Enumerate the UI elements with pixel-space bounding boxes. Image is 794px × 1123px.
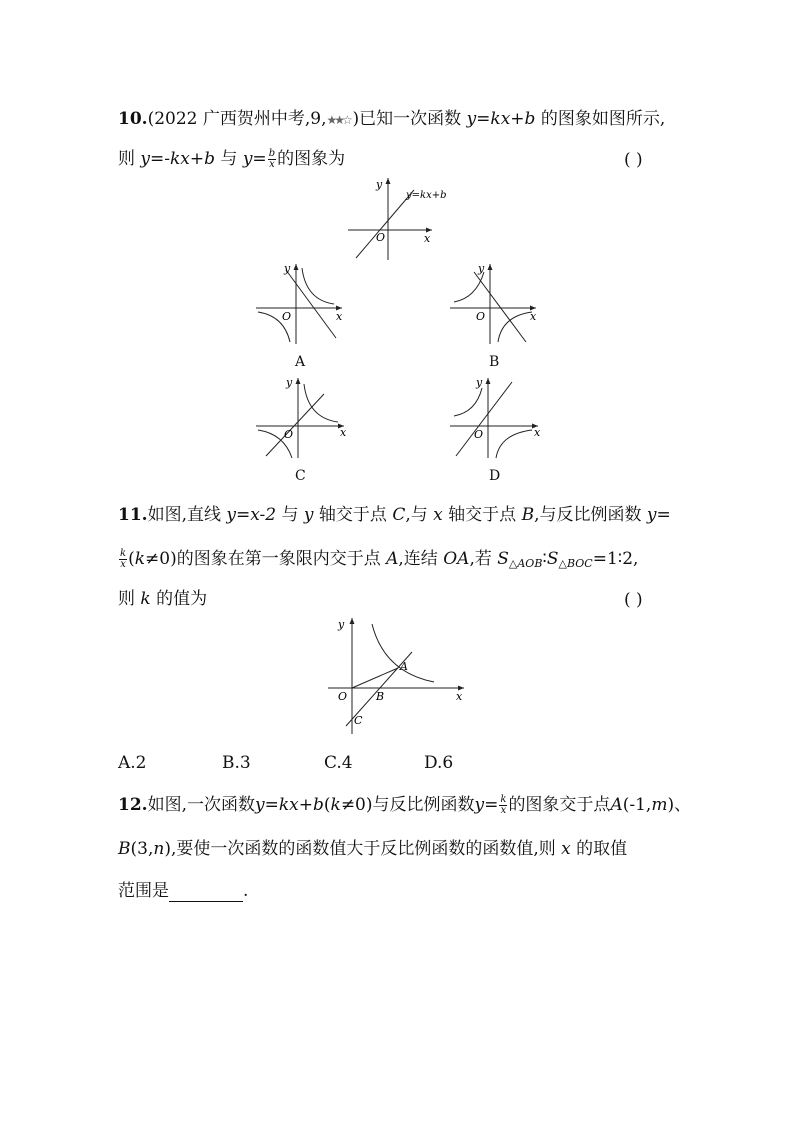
q11-line2 xyxy=(118,548,638,575)
q10-text: 的图象为 xyxy=(277,149,346,169)
q10-text: )已知一次函数 xyxy=(352,109,467,129)
q11-text: OA xyxy=(443,549,470,569)
point-a-label: A xyxy=(400,660,408,673)
q11-equation: y=x-2 xyxy=(226,505,277,525)
q12-text: 如图,一次函数 xyxy=(147,795,255,815)
q11-text: 轴交于点 xyxy=(313,505,393,525)
fraction-denominator: x xyxy=(120,559,126,570)
q11-text: S xyxy=(546,549,559,569)
q11-number: 11. xyxy=(118,505,148,525)
option-b-label[interactable]: B xyxy=(489,354,500,370)
q11-text: 的值为 xyxy=(150,589,208,609)
choice-a[interactable]: A.2 xyxy=(118,753,147,773)
q10-main-graph xyxy=(340,172,460,262)
q12-text: m xyxy=(651,795,668,815)
q12-line3 xyxy=(118,880,248,902)
fraction-denominator: x xyxy=(500,805,507,816)
fraction xyxy=(499,795,507,816)
q11-text: ∶ xyxy=(542,549,547,569)
q11-graph xyxy=(322,612,472,738)
difficulty-stars-icon: ★★☆ xyxy=(326,113,350,127)
fraction-numerator: k xyxy=(500,794,507,805)
q11-text: ,与 xyxy=(405,505,434,525)
fraction-numerator: k xyxy=(120,548,127,559)
origin-label: O xyxy=(338,690,348,703)
q11-text: ≠0)的图象在第一象限内交于点 xyxy=(145,549,387,569)
q11-text: y xyxy=(303,505,314,525)
point-b-label: B xyxy=(376,690,385,703)
q12-text: ( xyxy=(323,795,331,815)
q11-line1 xyxy=(118,504,671,526)
option-c-label[interactable]: C xyxy=(295,468,306,484)
q11-text: 如图,直线 xyxy=(147,505,227,525)
q11-subscript: △AOB xyxy=(508,557,543,570)
q11-text: ,若 xyxy=(469,549,498,569)
q10-equation-2: y=-kx+b xyxy=(140,149,216,169)
q10-line1 xyxy=(118,108,665,131)
q10-equation: y=kx+b xyxy=(466,109,536,129)
origin-label: O xyxy=(476,310,486,323)
axis-y-label: y xyxy=(338,618,345,631)
axis-y-label: y xyxy=(478,262,485,275)
origin-label: O xyxy=(474,428,484,441)
origin-label: O xyxy=(376,231,386,244)
q11-subscript: △BOC xyxy=(558,557,593,570)
q11-text: C xyxy=(392,505,406,525)
q11-text: ,连结 xyxy=(398,549,444,569)
q12-text: n xyxy=(153,839,165,859)
q12-number: 12. xyxy=(118,795,148,815)
q12-text: k xyxy=(330,795,341,815)
q11-text: =1∶2, xyxy=(592,549,639,569)
q10-source: (2022 广西贺州中考,9, xyxy=(147,109,327,129)
q12-text: y= xyxy=(474,795,499,815)
q12-text: (-1, xyxy=(622,795,652,815)
q10-text: 则 xyxy=(118,149,141,169)
q11-text: S xyxy=(497,549,509,569)
q10-answer-bracket[interactable]: ( ) xyxy=(624,150,643,170)
choice-c[interactable]: C.4 xyxy=(324,753,353,773)
q11-text: ,与反比例函数 xyxy=(534,505,647,525)
axis-y-label: y xyxy=(476,376,483,389)
axis-x-label: x xyxy=(456,690,463,703)
axis-y-label: y xyxy=(284,262,291,275)
option-b-graph[interactable] xyxy=(446,258,546,348)
q12-text: 范围是 xyxy=(118,881,169,901)
q12-text: 的取值 xyxy=(570,839,628,859)
axis-x-label: x xyxy=(530,310,537,323)
q10-text: 与 xyxy=(215,149,243,169)
q11-text: 则 xyxy=(118,589,141,609)
option-d-label[interactable]: D xyxy=(489,468,501,484)
q10-text: 的图象如图所示, xyxy=(535,109,666,129)
q12-equation: y=kx+b xyxy=(254,795,324,815)
axis-y-label: y xyxy=(286,376,293,389)
fraction-denominator: x xyxy=(269,159,275,170)
q11-text: k xyxy=(134,549,146,569)
axis-x-label: x xyxy=(424,232,431,245)
option-a-graph[interactable] xyxy=(252,258,352,348)
origin-label: O xyxy=(282,310,292,323)
q12-text: (3, xyxy=(130,839,154,859)
fraction xyxy=(119,549,127,570)
q11-text: 与 xyxy=(276,505,304,525)
point-c-label: C xyxy=(354,714,363,727)
q11-text: ( xyxy=(128,549,135,569)
q12-text: x xyxy=(561,839,571,859)
q12-text: ),要使一次函数的函数值大于反比例函数的函数值,则 xyxy=(164,839,562,859)
q12-text: 的图象交于点 xyxy=(508,795,611,815)
option-d-graph[interactable] xyxy=(446,372,546,462)
q11-text: x xyxy=(433,505,443,525)
axis-x-label: x xyxy=(534,426,541,439)
line-equation-label: y=kx+b xyxy=(406,190,447,201)
choice-d[interactable]: D.6 xyxy=(424,753,454,773)
q12-line2 xyxy=(118,838,627,860)
q12-text: A xyxy=(610,795,623,815)
q10-number: 10. xyxy=(118,109,148,129)
q11-answer-bracket[interactable]: ( ) xyxy=(624,590,643,610)
q11-text: k xyxy=(140,589,151,609)
q11-text: A xyxy=(386,549,399,569)
choice-b[interactable]: B.3 xyxy=(222,753,251,773)
q11-text: B xyxy=(521,505,535,525)
axis-y-label: y xyxy=(376,178,383,191)
fraction-numerator: b xyxy=(268,148,276,159)
q10-text: y= xyxy=(242,149,267,169)
answer-blank[interactable] xyxy=(169,885,243,902)
q12-text: )、 xyxy=(667,795,692,815)
axis-x-label: x xyxy=(336,310,343,323)
q11-text: 轴交于点 xyxy=(442,505,522,525)
option-a-label[interactable]: A xyxy=(295,354,306,370)
q10-line2 xyxy=(118,148,345,170)
origin-label: O xyxy=(284,428,294,441)
q12-text: ≠0)与反比例函数 xyxy=(340,795,475,815)
q11-line3 xyxy=(118,588,207,610)
q12-line1 xyxy=(118,794,691,816)
option-c-graph[interactable] xyxy=(252,372,352,462)
fraction xyxy=(268,149,276,170)
axis-x-label: x xyxy=(340,426,347,439)
q12-text: . xyxy=(243,881,249,901)
q12-text: B xyxy=(118,839,131,859)
q11-text: y= xyxy=(646,505,671,525)
